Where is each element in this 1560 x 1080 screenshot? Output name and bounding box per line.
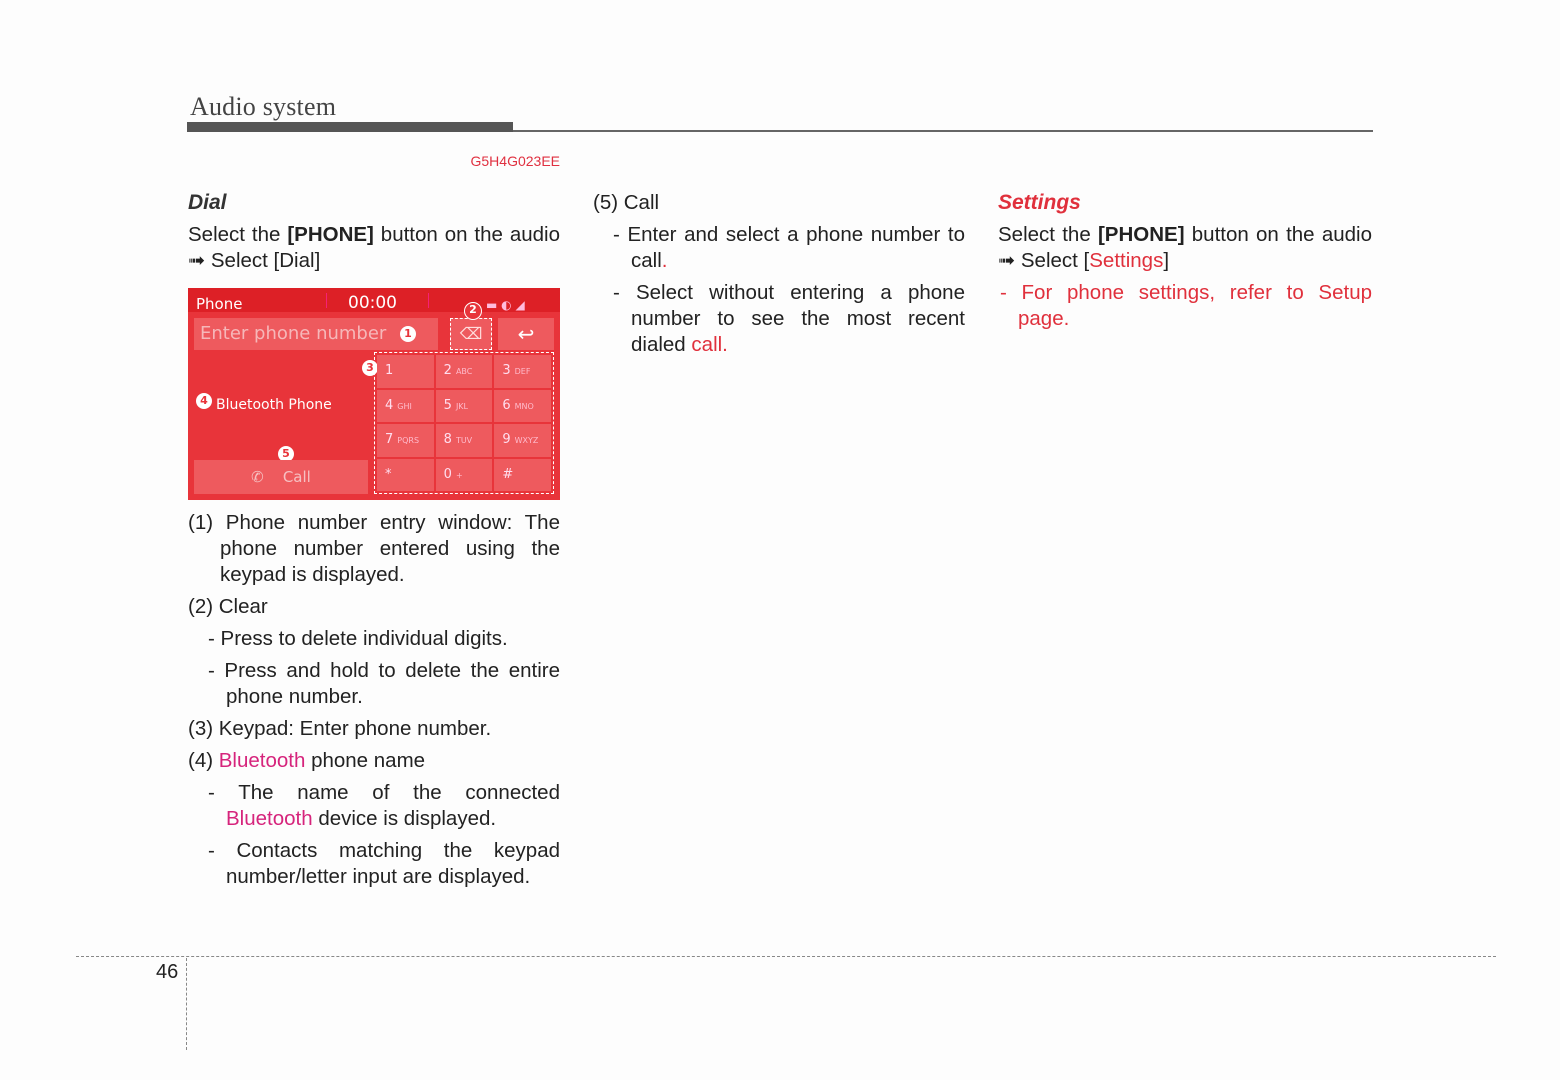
item-4b: - Contacts matching the keypad number/letter input are displayed. [208, 839, 560, 888]
key-4[interactable]: 4 GHI [377, 390, 434, 423]
call-column [593, 190, 965, 358]
phone-number-entry[interactable]: Enter phone number [194, 318, 438, 350]
item-2b: - Press and hold to delete the entire phone number. [208, 659, 560, 708]
header-rule-thick [187, 122, 513, 132]
phone-button-ref: [PHONE] [287, 223, 374, 246]
dial-intro: Select the [PHONE] button on the audio ➟ Select [Dial] [188, 223, 560, 272]
item-1: (1) Phone number entry window: The phone number entered using the keypad is displayed. [188, 511, 560, 586]
item-3: (3) Keypad: Enter phone number. [188, 717, 492, 740]
arrow-icon: ➟ [188, 249, 206, 272]
key-7[interactable]: 7 PQRS [377, 424, 434, 457]
key-0[interactable]: 0 + [436, 459, 493, 492]
item-2a: - Press to delete individual digits. [208, 627, 508, 650]
footer-vertical-rule [186, 958, 187, 1050]
key-6[interactable]: 6 MNO [494, 390, 551, 423]
callout-badge-2: 2 [464, 302, 482, 320]
callout-badge-5: 5 [278, 446, 294, 462]
arrow-icon-2: ➟ [998, 249, 1016, 272]
key-5[interactable]: 5 JKL [436, 390, 493, 423]
image-code: G5H4G023EE [470, 153, 560, 169]
call-item-a: - Enter and select a phone number to call. [613, 223, 965, 272]
status-clock: 00:00 [348, 293, 397, 313]
dial-heading: Dial [188, 191, 227, 214]
page-number: 46 [156, 961, 179, 983]
backspace-icon: ⌫ [459, 324, 483, 343]
status-label: Phone [196, 295, 243, 313]
key-8[interactable]: 8 TUV [436, 424, 493, 457]
section-title: Audio system [190, 92, 337, 121]
callout-badge-3: 3 [362, 360, 378, 376]
key-3[interactable]: 3 DEF [494, 355, 551, 388]
status-bar [188, 288, 560, 312]
call-button[interactable]: ✆ Call [194, 460, 368, 494]
key-star[interactable]: * [377, 459, 434, 492]
back-icon: ↩ [517, 322, 535, 346]
item-4a: - The name of the connected Bluetooth device is displayed. [208, 781, 560, 830]
settings-heading: Settings [998, 191, 1081, 214]
key-9[interactable]: 9 WXYZ [494, 424, 551, 457]
item-4: (4) Bluetooth phone name [188, 749, 426, 772]
phone-button-ref-2: [PHONE] [1097, 223, 1185, 246]
settings-intro: Select the [PHONE] button on the audio ➟ Select [Settings] [998, 223, 1372, 272]
settings-column [998, 190, 1372, 332]
key-1[interactable]: 1 [377, 355, 434, 388]
item-2: (2) Clear [188, 595, 268, 618]
callout-badge-1: 1 [400, 326, 416, 342]
clear-button[interactable] [450, 318, 492, 350]
header-rule-thin [513, 130, 1373, 132]
callout-badge-4: 4 [196, 393, 212, 409]
keypad [374, 352, 554, 494]
signal-icons: ▬ ◐ ◢ [486, 298, 525, 312]
call-item-b: - Select without entering a phone number to see the most recent dialed call. [613, 281, 965, 356]
bluetooth-phone-name: Bluetooth Phone [216, 397, 332, 413]
phone-dial-screen [188, 288, 560, 500]
call-title: (5) Call [593, 191, 660, 214]
back-button[interactable] [498, 318, 554, 350]
footer-rule [76, 956, 1496, 957]
key-2[interactable]: 2 ABC [436, 355, 493, 388]
dial-column [188, 190, 560, 890]
settings-note: - For phone settings, refer to Setup page. [1000, 281, 1372, 330]
phone-icon: ✆ [251, 468, 264, 486]
key-hash[interactable]: # [494, 459, 551, 492]
